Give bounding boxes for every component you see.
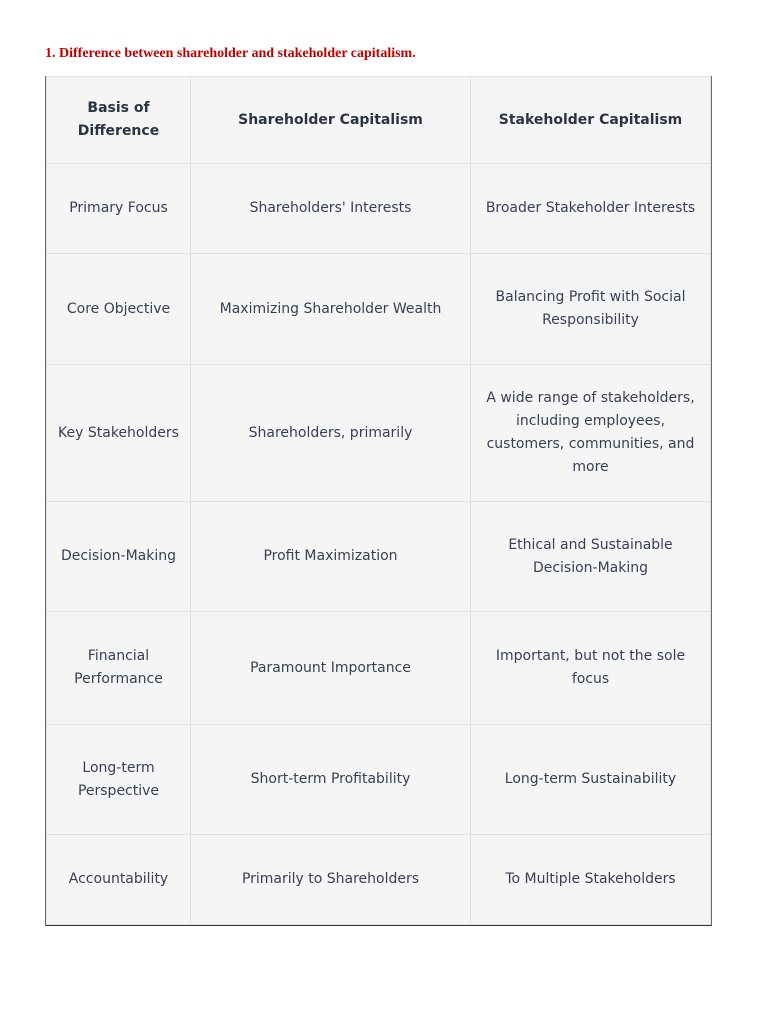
section-heading: 1. Difference between shareholder and stakeholder capitalism. xyxy=(45,46,416,61)
cell-shareholder: Maximizing Shareholder Wealth xyxy=(191,254,471,365)
cell-shareholder: Profit Maximization xyxy=(191,502,471,612)
cell-shareholder: Shareholders, primarily xyxy=(191,365,471,502)
comparison-table-container xyxy=(45,76,712,926)
cell-basis: Core Objective xyxy=(46,254,191,365)
cell-stakeholder: Important, but not the sole focus xyxy=(471,612,711,725)
cell-stakeholder: Broader Stakeholder Interests xyxy=(471,164,711,254)
cell-stakeholder: Balancing Profit with Social Responsibility xyxy=(471,254,711,365)
header-stakeholder: Stakeholder Capitalism xyxy=(471,76,711,164)
cell-basis: Accountability xyxy=(46,835,191,925)
cell-shareholder: Paramount Importance xyxy=(191,612,471,725)
cell-stakeholder: Ethical and Sustainable Decision-Making xyxy=(471,502,711,612)
cell-shareholder: Short-term Profitability xyxy=(191,725,471,835)
header-basis: Basis of Difference xyxy=(46,76,191,164)
comparison-table xyxy=(46,76,711,925)
table-row xyxy=(46,254,711,365)
table-row xyxy=(46,502,711,612)
cell-shareholder: Shareholders' Interests xyxy=(191,164,471,254)
table-row xyxy=(46,835,711,925)
cell-basis: Decision-Making xyxy=(46,502,191,612)
header-shareholder: Shareholder Capitalism xyxy=(191,76,471,164)
table-row xyxy=(46,365,711,502)
cell-stakeholder: A wide range of stakeholders, including employees, customers, communities, and more xyxy=(471,365,711,502)
cell-shareholder: Primarily to Shareholders xyxy=(191,835,471,925)
cell-basis: Key Stakeholders xyxy=(46,365,191,502)
table-row xyxy=(46,612,711,725)
cell-stakeholder: To Multiple Stakeholders xyxy=(471,835,711,925)
cell-basis: Long-term Perspective xyxy=(46,725,191,835)
table-row xyxy=(46,164,711,254)
table-header-row xyxy=(46,76,711,164)
table-row xyxy=(46,725,711,835)
cell-basis: Financial Performance xyxy=(46,612,191,725)
cell-basis: Primary Focus xyxy=(46,164,191,254)
cell-stakeholder: Long-term Sustainability xyxy=(471,725,711,835)
